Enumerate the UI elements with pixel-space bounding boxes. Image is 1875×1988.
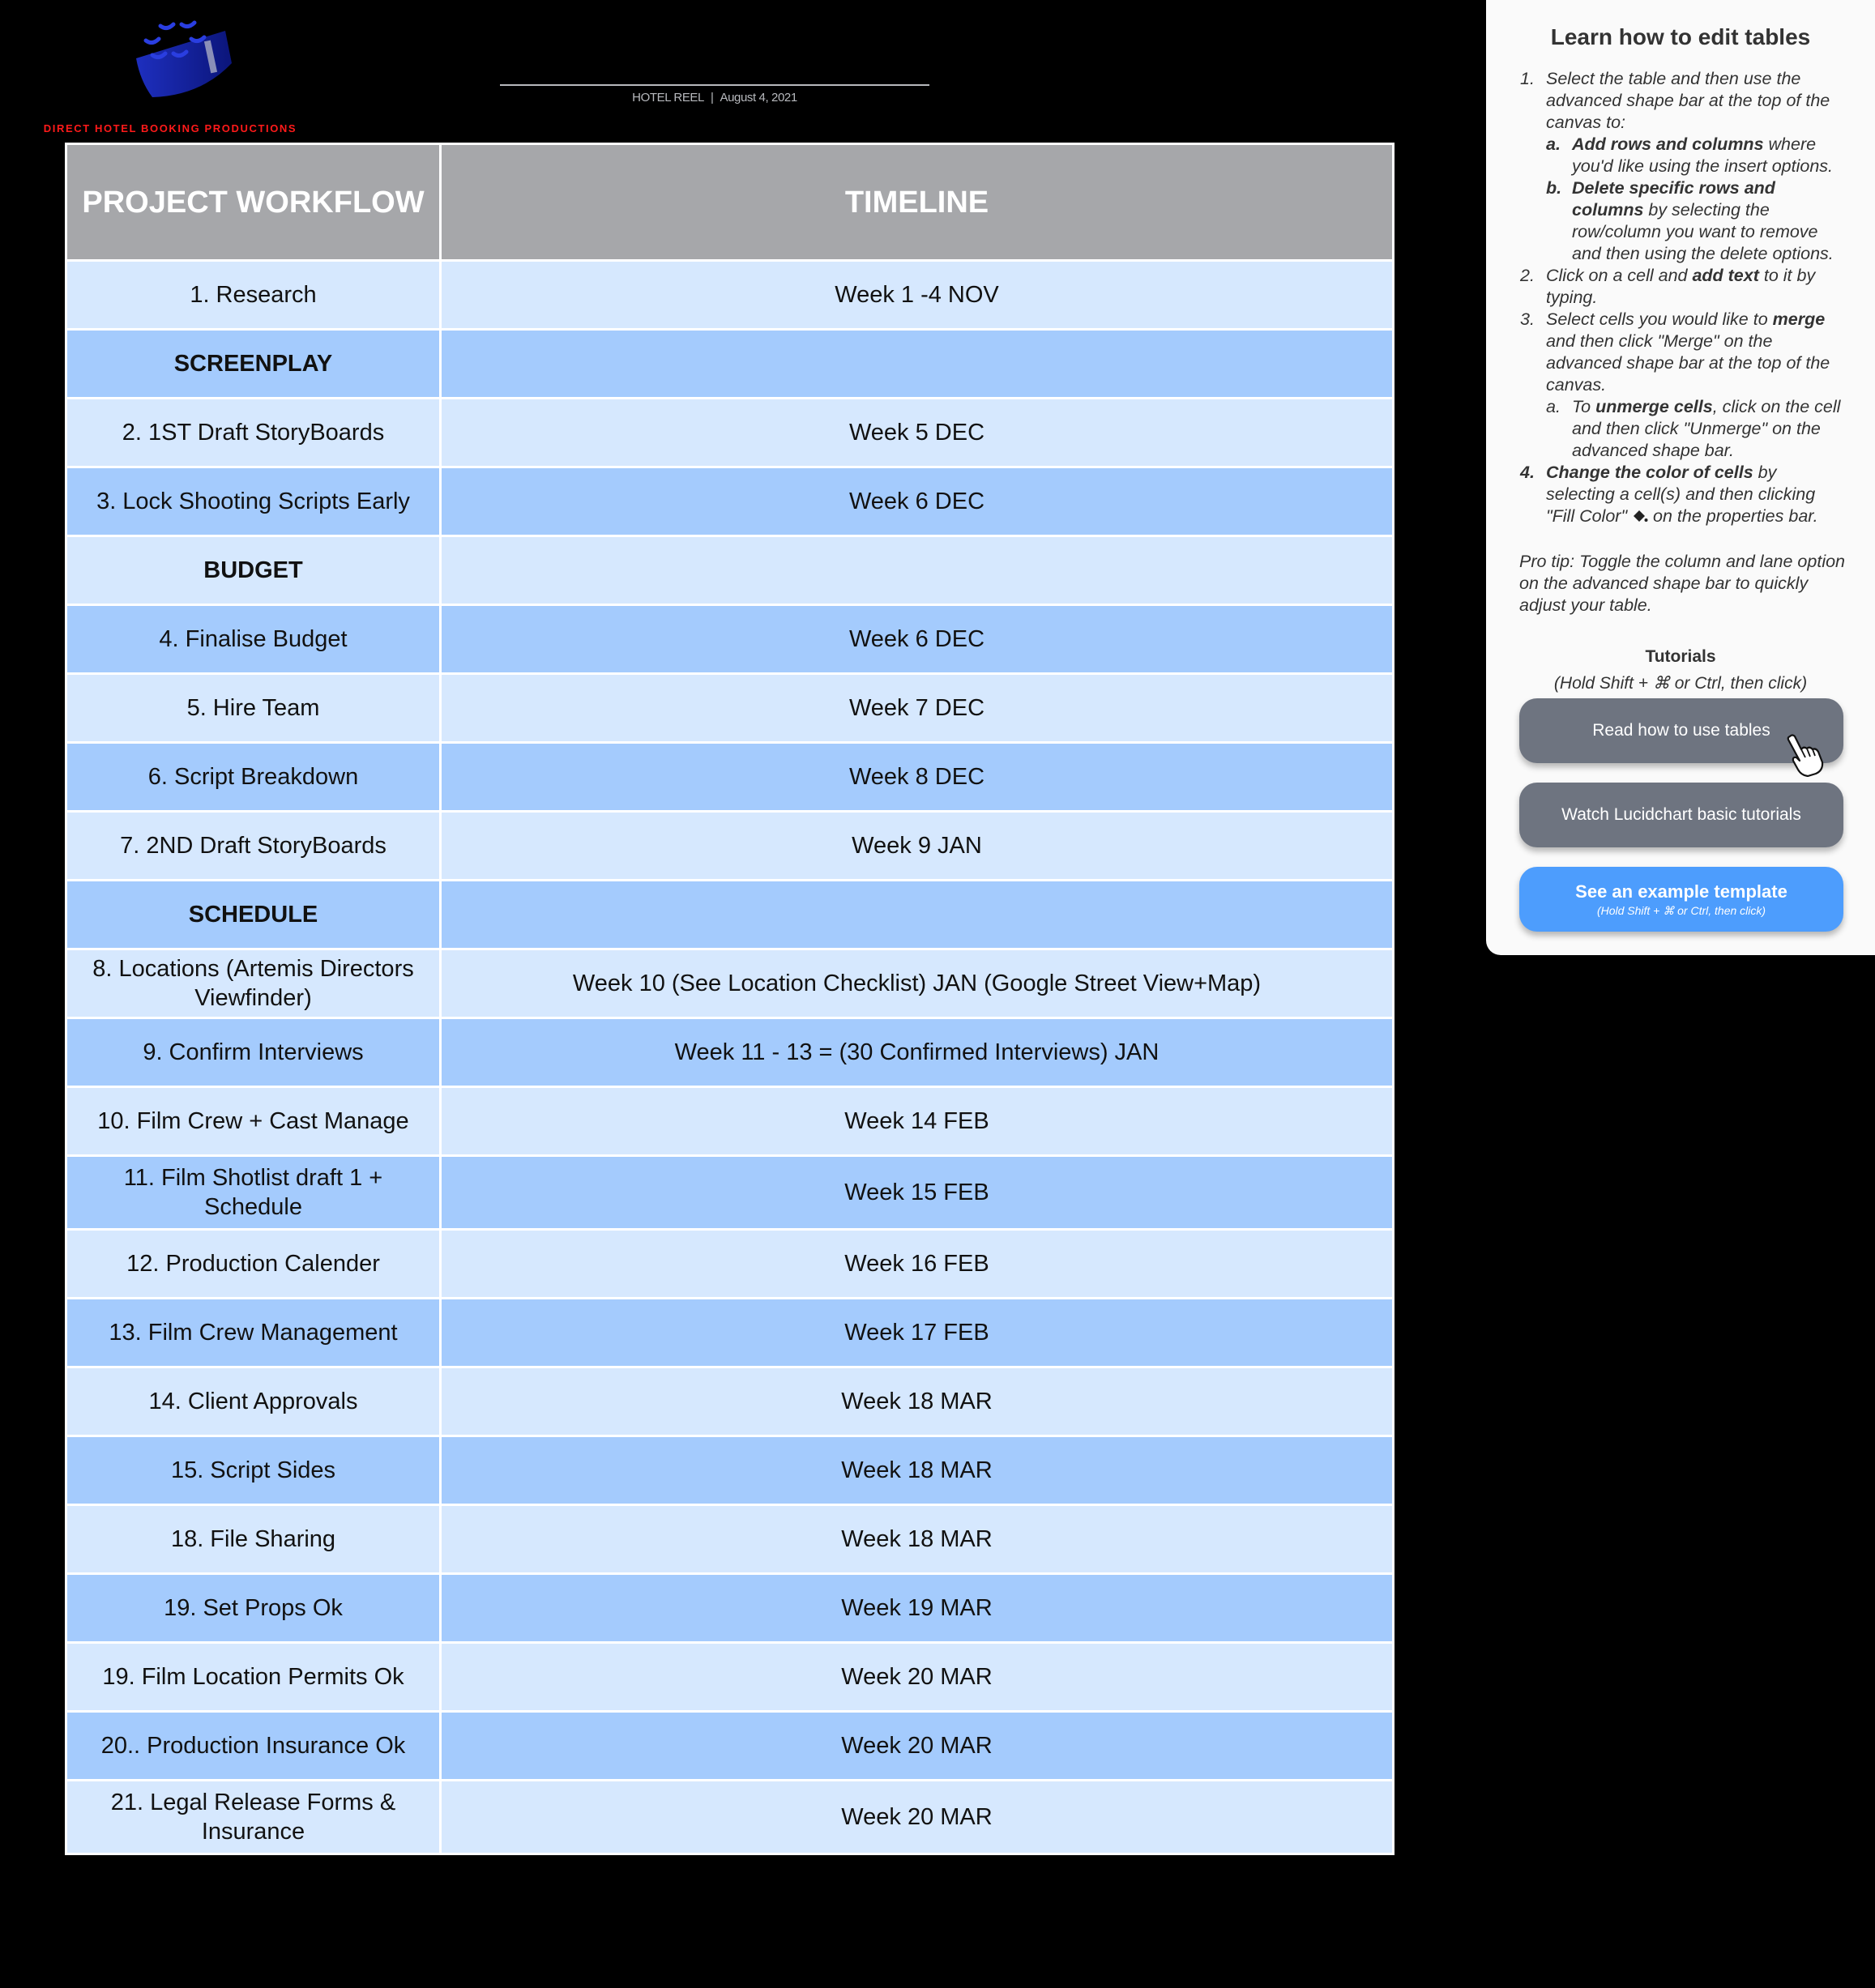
task-cell[interactable]: 7. 2ND Draft StoryBoards bbox=[66, 812, 441, 881]
table-row bbox=[66, 674, 1394, 743]
table-row bbox=[66, 1712, 1394, 1781]
instruction-step-3a: a. To unmerge cells, click on the cell and then click "Unmerge" on the advanced shape bar. bbox=[1546, 397, 1841, 460]
instruction-step-1b: b. Delete specific rows and columns by selecting the row/column you want to remove and then using the delete options. bbox=[1546, 178, 1834, 263]
task-cell[interactable]: 8. Locations (Artemis Directors Viewfinder) bbox=[66, 949, 441, 1018]
learn-tables-panel bbox=[1486, 0, 1875, 955]
table-row bbox=[66, 1018, 1394, 1087]
instruction-step-3: 3. Select cells you would like to merge and then click "Merge" on the advanced shape bar at the top of the canvas. a. To unmerge cells, click on the cell and then click "Unmerge" on the advanced shape bar. bbox=[1546, 309, 1847, 462]
task-cell[interactable]: 18. File Sharing bbox=[66, 1505, 441, 1574]
column-header-workflow[interactable]: PROJECT WORKFLOW bbox=[66, 144, 441, 261]
section-label-cell[interactable]: SCREENPLAY bbox=[66, 330, 441, 399]
header-separator: | bbox=[710, 91, 714, 105]
task-cell[interactable]: 21. Legal Release Forms & Insurance bbox=[66, 1781, 441, 1854]
instruction-step-2: 2. Click on a cell and add text to it by typing. bbox=[1520, 266, 1816, 307]
task-cell[interactable]: 15. Script Sides bbox=[66, 1436, 441, 1505]
company-logo bbox=[24, 8, 300, 134]
timeline-cell[interactable]: Week 8 DEC bbox=[441, 743, 1394, 812]
task-cell[interactable]: 14. Client Approvals bbox=[66, 1367, 441, 1436]
project-workflow-table[interactable] bbox=[65, 143, 1395, 1855]
table-row bbox=[66, 1643, 1394, 1712]
table-row bbox=[66, 1299, 1394, 1367]
timeline-cell[interactable]: Week 18 MAR bbox=[441, 1436, 1394, 1505]
task-cell[interactable]: 11. Film Shotlist draft 1 + Schedule bbox=[66, 1156, 441, 1230]
section-header-row bbox=[66, 536, 1394, 605]
task-cell[interactable]: 20.. Production Insurance Ok bbox=[66, 1712, 441, 1781]
table-row bbox=[66, 1574, 1394, 1643]
task-cell[interactable]: 13. Film Crew Management bbox=[66, 1299, 441, 1367]
tutorials-hint: (Hold Shift + ⌘ or Ctrl, then click) bbox=[1553, 674, 1808, 693]
task-cell[interactable]: 19. Set Props Ok bbox=[66, 1574, 441, 1643]
timeline-cell[interactable]: Week 1 -4 NOV bbox=[441, 261, 1394, 330]
timeline-cell[interactable]: Week 11 - 13 = (30 Confirmed Interviews) JAN bbox=[441, 1018, 1394, 1087]
paint-bucket-icon bbox=[1632, 508, 1648, 530]
document-header bbox=[500, 84, 929, 105]
header-divider bbox=[500, 84, 929, 86]
read-how-to-use-tables-button[interactable]: Read how to use tables bbox=[1519, 698, 1843, 763]
timeline-cell[interactable] bbox=[441, 881, 1394, 949]
project-name: HOTEL REEL bbox=[632, 91, 704, 105]
task-cell[interactable]: 10. Film Crew + Cast Manage bbox=[66, 1087, 441, 1156]
panel-title: Learn how to edit tables bbox=[1550, 24, 1811, 49]
table-row bbox=[66, 743, 1394, 812]
timeline-cell[interactable]: Week 19 MAR bbox=[441, 1574, 1394, 1643]
timeline-cell[interactable]: Week 7 DEC bbox=[441, 674, 1394, 743]
table-row bbox=[66, 1367, 1394, 1436]
hand-pointer-cursor-icon bbox=[1785, 733, 1829, 777]
document-date: August 4, 2021 bbox=[720, 91, 797, 105]
pro-tip: Pro tip: Toggle the column and lane option on the advanced shape bar to quickly adjust your table. bbox=[1519, 552, 1846, 615]
timeline-cell[interactable]: Week 5 DEC bbox=[441, 399, 1394, 467]
table-row bbox=[66, 949, 1394, 1018]
timeline-cell[interactable]: Week 6 DEC bbox=[441, 467, 1394, 536]
timeline-cell[interactable]: Week 14 FEB bbox=[441, 1087, 1394, 1156]
table-row bbox=[66, 1781, 1394, 1854]
timeline-cell[interactable]: Week 20 MAR bbox=[441, 1643, 1394, 1712]
task-cell[interactable]: 12. Production Calender bbox=[66, 1230, 441, 1299]
table-row bbox=[66, 261, 1394, 330]
instruction-step-1a: a. Add rows and columns where you'd like using the insert options. bbox=[1546, 134, 1834, 176]
timeline-cell[interactable]: Week 20 MAR bbox=[441, 1712, 1394, 1781]
instruction-step-1: 1. Select the table and then use the advanced shape bar at the top of the canvas to: a. Add rows and columns where you'd like using the insert options. b. Delete specific rows and columns by selecting the row/column you want to remove and then using the delete options. bbox=[1546, 68, 1847, 265]
table-row bbox=[66, 1505, 1394, 1574]
company-name: DIRECT HOTEL BOOKING PRODUCTIONS bbox=[43, 122, 297, 134]
tutorials-title: Tutorials bbox=[1645, 647, 1716, 666]
section-label-cell[interactable]: SCHEDULE bbox=[66, 881, 441, 949]
section-header-row bbox=[66, 881, 1394, 949]
timeline-cell[interactable]: Week 17 FEB bbox=[441, 1299, 1394, 1367]
table-row bbox=[66, 399, 1394, 467]
table-row bbox=[66, 1156, 1394, 1230]
timeline-cell[interactable]: Week 9 JAN bbox=[441, 812, 1394, 881]
film-reel-cake-icon bbox=[104, 8, 250, 105]
timeline-cell[interactable] bbox=[441, 536, 1394, 605]
timeline-cell[interactable]: Week 6 DEC bbox=[441, 605, 1394, 674]
table-row bbox=[66, 1436, 1394, 1505]
task-cell[interactable]: 1. Research bbox=[66, 261, 441, 330]
timeline-cell[interactable]: Week 10 (See Location Checklist) JAN (Google Street View+Map) bbox=[441, 949, 1394, 1018]
see-example-template-button[interactable]: See an example template (Hold Shift + ⌘ or Ctrl, then click) bbox=[1519, 867, 1843, 932]
table-row bbox=[66, 1230, 1394, 1299]
table-row bbox=[66, 812, 1394, 881]
table-row bbox=[66, 605, 1394, 674]
timeline-cell[interactable]: Week 18 MAR bbox=[441, 1505, 1394, 1574]
instructions-list bbox=[1486, 68, 1875, 530]
timeline-cell[interactable]: Week 18 MAR bbox=[441, 1367, 1394, 1436]
task-cell[interactable]: 9. Confirm Interviews bbox=[66, 1018, 441, 1087]
column-header-timeline[interactable]: TIMELINE bbox=[441, 144, 1394, 261]
section-header-row bbox=[66, 330, 1394, 399]
timeline-cell[interactable]: Week 16 FEB bbox=[441, 1230, 1394, 1299]
task-cell[interactable]: 3. Lock Shooting Scripts Early bbox=[66, 467, 441, 536]
watch-tutorials-button[interactable]: Watch Lucidchart basic tutorials bbox=[1519, 783, 1843, 847]
table-row bbox=[66, 467, 1394, 536]
timeline-cell[interactable]: Week 20 MAR bbox=[441, 1781, 1394, 1854]
instruction-step-4: 4. Change the color of cells by selecting a cell(s) and then clicking "Fill Color" on the properties bar. bbox=[1546, 462, 1847, 530]
task-cell[interactable]: 19. Film Location Permits Ok bbox=[66, 1643, 441, 1712]
timeline-cell[interactable]: Week 15 FEB bbox=[441, 1156, 1394, 1230]
task-cell[interactable]: 6. Script Breakdown bbox=[66, 743, 441, 812]
task-cell[interactable]: 4. Finalise Budget bbox=[66, 605, 441, 674]
section-label-cell[interactable]: BUDGET bbox=[66, 536, 441, 605]
table-header-row bbox=[66, 144, 1394, 261]
table-row bbox=[66, 1087, 1394, 1156]
task-cell[interactable]: 2. 1ST Draft StoryBoards bbox=[66, 399, 441, 467]
timeline-cell[interactable] bbox=[441, 330, 1394, 399]
task-cell[interactable]: 5. Hire Team bbox=[66, 674, 441, 743]
